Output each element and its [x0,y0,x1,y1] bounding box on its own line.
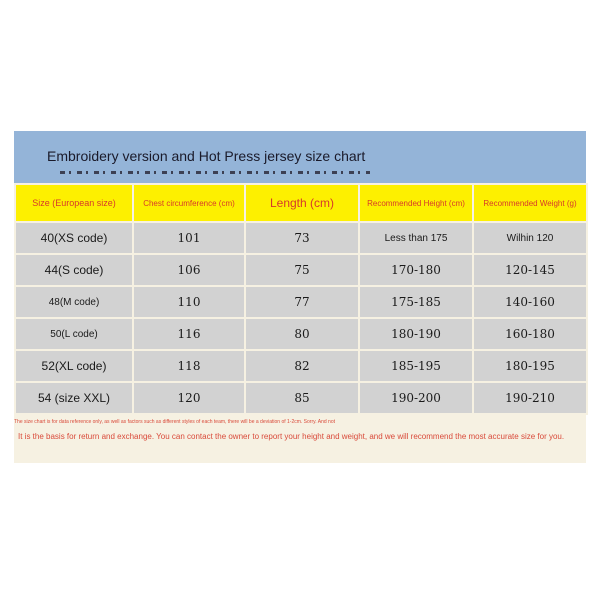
length-cell: 85 [245,382,359,414]
size-table [14,183,588,415]
size-chart [14,131,586,463]
disclaimer-line-2: It is the basis for return and exchange. You can contact the owner to report your height and weight, and we will recommend the most accurate size for you. [18,432,565,441]
header-weight: Recommended Weight (g) [473,184,587,222]
length-cell: 73 [245,222,359,254]
size-cell: 48(M code) [15,286,133,318]
chest-cell: 106 [133,254,245,286]
table-row [15,254,587,286]
length-cell: 77 [245,286,359,318]
weight-cell: 120-145 [473,254,587,286]
weight-cell: 180-195 [473,350,587,382]
weight-cell: 160-180 [473,318,587,350]
header-size: Size (European size) [15,184,133,222]
table-row [15,350,587,382]
size-cell: 40(XS code) [15,222,133,254]
chest-cell: 120 [133,382,245,414]
length-cell: 75 [245,254,359,286]
size-cell: 54 (size XXL) [15,382,133,414]
disclaimer-line-1: The size chart is for data reference only, as well as factors such as different styles of each team, there will be a deviation of 1-2cm. Sorry. And not [14,419,335,425]
table-row [15,318,587,350]
chart-title: Embroidery version and Hot Press jersey size chart [47,148,366,164]
height-cell: 185-195 [359,350,473,382]
chest-cell: 118 [133,350,245,382]
header-chest: Chest circumference (cm) [133,184,245,222]
size-cell: 44(S code) [15,254,133,286]
height-cell: 170-180 [359,254,473,286]
illegible-subtitle-mark [60,171,370,174]
height-cell: 190-200 [359,382,473,414]
chest-cell: 116 [133,318,245,350]
table-row [15,286,587,318]
height-cell: 180-190 [359,318,473,350]
size-cell: 50(L code) [15,318,133,350]
weight-cell: 190-210 [473,382,587,414]
table-header-row [15,184,587,222]
chest-cell: 110 [133,286,245,318]
table-row [15,382,587,414]
size-cell: 52(XL code) [15,350,133,382]
length-cell: 82 [245,350,359,382]
height-cell: Less than 175 [359,222,473,254]
title-band [14,131,586,183]
table-row [15,222,587,254]
weight-cell: 140-160 [473,286,587,318]
chest-cell: 101 [133,222,245,254]
height-cell: 175-185 [359,286,473,318]
header-height: Recommended Height (cm) [359,184,473,222]
header-length: Length (cm) [245,184,359,222]
weight-cell: Wilhin 120 [473,222,587,254]
length-cell: 80 [245,318,359,350]
